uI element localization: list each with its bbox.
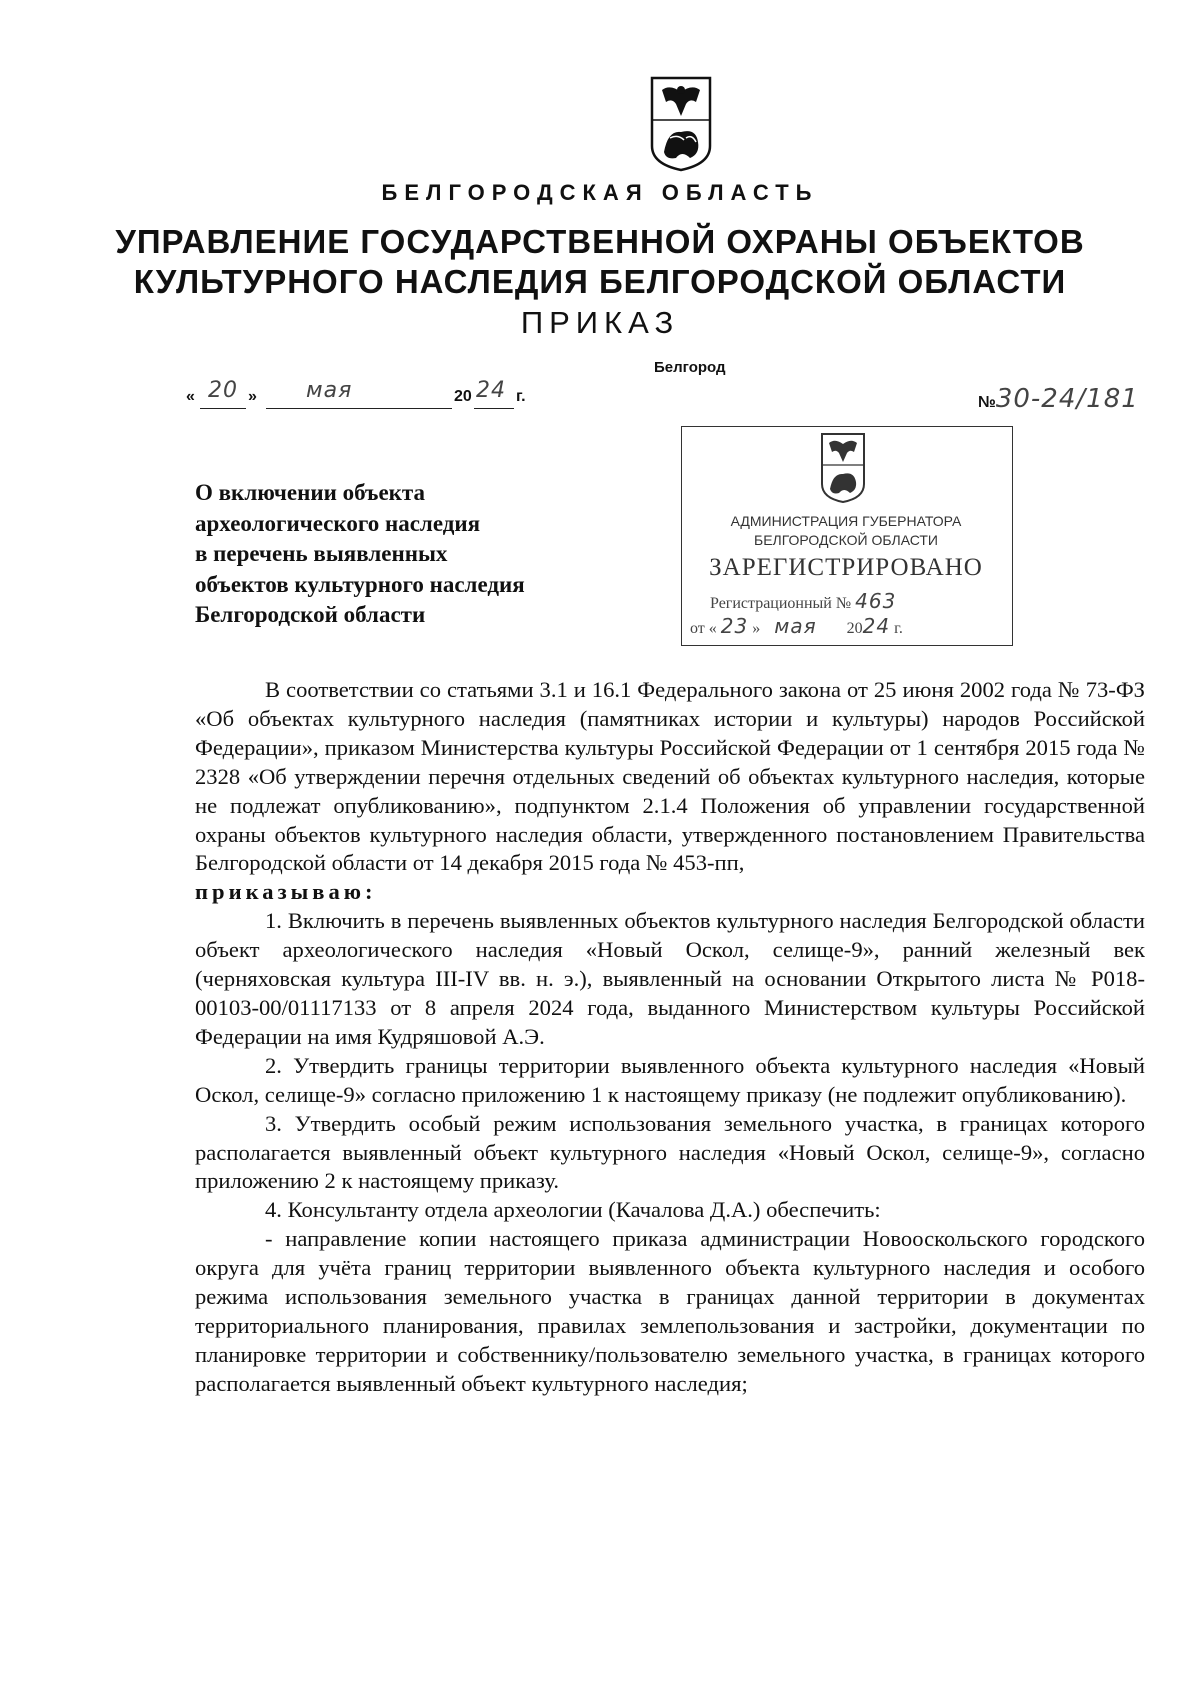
title-line: археологического наследия bbox=[195, 510, 481, 536]
item-4-paragraph: 4. Консультанту отдела археологии (Качалова Д.А.) обеспечить: bbox=[265, 1197, 881, 1223]
stamp-line1: АДМИНИСТРАЦИЯ ГУБЕРНАТОРА bbox=[730, 513, 962, 529]
order-number-value: 30-24/181 bbox=[995, 384, 1139, 414]
title-line: в перечень выявленных bbox=[195, 541, 448, 566]
stamp-date-row bbox=[690, 614, 903, 638]
coat-of-arms-emblem bbox=[650, 76, 712, 172]
preamble-paragraph: В соответствии со статьями 3.1 и 16.1 Федерального закона от 25 июня 2002 года № 73-ФЗ «Об объектах культурного наследия (памятниках истории и культуры) народов Российской Федерации», приказом Министерства культуры Российской Федерации от 1 сентября 2015 года № 2328 «Об утверждении перечня отдельных сведений об объектах культурного наследия, которые не подлежат опубликованию», подпунктом 2.1.4 Положения об управлении государственной охраны объектов культурного наследия области, утвержденного постановлением Правительства Белгородской области от 14 декабря 2015 года № 453-пп, bbox=[195, 677, 1145, 876]
item-4-sub1-paragraph: - направление копии настоящего приказа администрации Новооскольского городского округа для учёта границ территории выявленного объекта культурного наследия и особого режима использования земельного участка в границах данной территории в документах территориального планирования, правилах землепользования и застройки, документации по планировке территории и собственнику/пользователю земельного участка, в границах которого располагается выявленный объект культурного наследия; bbox=[195, 1226, 1145, 1396]
item-1-paragraph: 1. Включить в перечень выявленных объектов культурного наследия Белгородской области объект археологического наследия «Новый Оскол, селище-9», ранний железный век (черняховская культура III-IV вв. н. э.), выявленный на основании Открытого листа № Р018-00103-00/01117133 от 8 апреля 2024 года, выданного Министерством культуры Российской Федерации на имя Кудряшовой А.Э. bbox=[195, 908, 1145, 1049]
date-year-suffix: 24 bbox=[476, 378, 506, 403]
document-type: ПРИКАЗ bbox=[520, 305, 680, 340]
date-month: мая bbox=[306, 378, 353, 403]
stamp-quote-close: » bbox=[752, 620, 761, 637]
item-3-paragraph: 3. Утвердить особый режим использования земельного участка, в границах которого располагается выявленный объект культурного наследия «Новый Оскол, селище-9», согласно приложению 2 к настоящему приказу. bbox=[195, 1110, 1145, 1194]
region-name: БЕЛГОРОДСКАЯ ОБЛАСТЬ bbox=[381, 180, 819, 205]
date-day: 20 bbox=[208, 378, 238, 403]
organization-name-line2: КУЛЬТУРНОГО НАСЛЕДИЯ БЕЛГОРОДСКОЙ ОБЛАСТИ bbox=[133, 263, 1067, 300]
organization-name bbox=[0, 222, 1200, 302]
stamp-reg-number: 463 bbox=[855, 589, 897, 613]
stamp-year-prefix: 20 bbox=[846, 620, 863, 637]
order-number bbox=[978, 384, 1139, 414]
stamp-line2: БЕЛГОРОДСКОЙ ОБЛАСТИ bbox=[754, 532, 938, 548]
stamp-from-label: от « bbox=[690, 620, 717, 637]
order-word-paragraph bbox=[195, 878, 1145, 907]
organization-name-line1: УПРАВЛЕНИЕ ГОСУДАРСТВЕННОЙ ОХРАНЫ ОБЪЕКТОВ bbox=[115, 223, 1085, 260]
date-open-quote: « bbox=[186, 388, 195, 405]
order-number-label: № bbox=[978, 394, 996, 411]
date-year-end: г. bbox=[516, 388, 526, 405]
date-close-quote: » bbox=[248, 388, 257, 405]
title-line: объектов культурного наследия bbox=[195, 571, 525, 597]
city-name: Белгород bbox=[654, 359, 726, 376]
date-year-prefix: 20 bbox=[454, 388, 472, 405]
document-title bbox=[195, 478, 615, 631]
stamp-reg-number-row bbox=[710, 589, 896, 613]
stamp-day: 23 bbox=[720, 614, 749, 638]
stamp-year-end: г. bbox=[894, 620, 903, 637]
stamp-reg-label: Регистрационный № bbox=[710, 595, 852, 612]
stamp-registered: ЗАРЕГИСТРИРОВАНО bbox=[709, 554, 983, 581]
order-word: приказываю: bbox=[195, 879, 377, 905]
item-2-paragraph: 2. Утвердить границы территории выявленного объекта культурного наследия «Новый Оскол, селище-9» согласно приложению 1 к настоящему приказу (не подлежит опубликованию). bbox=[195, 1052, 1145, 1107]
stamp-coat-of-arms-emblem bbox=[820, 432, 866, 504]
stamp-year-suffix: 24 bbox=[862, 614, 891, 638]
stamp-month: мая bbox=[774, 614, 817, 638]
title-line: О включении объекта bbox=[195, 480, 425, 505]
document-body bbox=[195, 676, 1145, 1399]
title-line: Белгородской области bbox=[195, 602, 426, 627]
